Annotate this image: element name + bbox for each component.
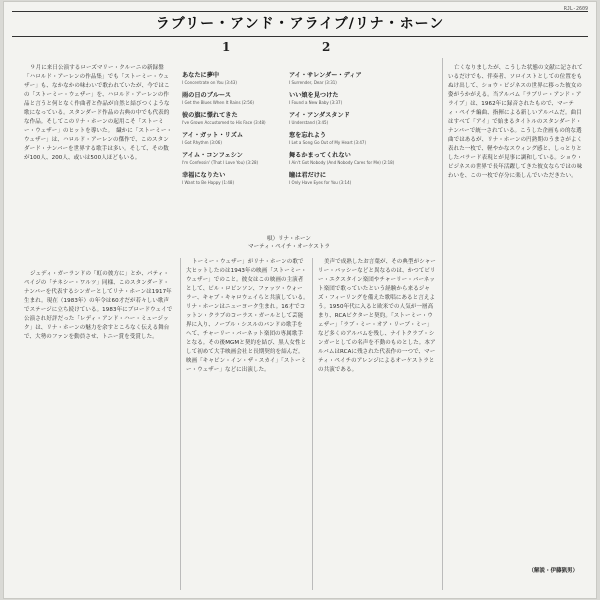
writer-signature: （解説・伊藤猟男）: [528, 568, 578, 574]
credit-line: 唄）リナ・ホーン: [267, 236, 311, 242]
liner-notes-column: [24, 270, 174, 580]
track-title-en: I'm Confessin' (That I Love You) (3:28): [182, 160, 259, 165]
track-title-en: I Concentrate on You (3:43): [182, 80, 237, 85]
credit-line: マーティ・ペイチ・オーケストラ: [248, 244, 330, 250]
side-2-tracklist: [289, 70, 409, 190]
body-text: トーミー・ウェザー」がリナ・ホーンの歌で大ヒットしたのは1943年の映画「ストーミー・ウェザー」でのこと。彼女はこの映画の主演者として、ビル・ロビンソン、ファッツ・ウォーラー、キャブ・キャロウェイらと共演している。 リナ・ホーンはニューヨーク生まれ。16才でコットン・クラブのコーラス・ガールとして芸能界に入り、ノーブル・シスルのバンドの歌手をへて、チャーリー・バーネット楽団の専属歌手となる。その後MGMと契約を結び、黒人女性として初めて大手映画会社と長期契約を結んだ。映画「キャビン・イン・ザ・スカイ」「ストーミー・ウェザー」などに出演した。: [186, 259, 312, 373]
track-item: [289, 150, 409, 165]
track-title-jp: 窓を忘れよう: [289, 132, 327, 139]
title-band: [12, 11, 588, 37]
track-title-jp: いい娘を見つけた: [289, 92, 339, 99]
track-title-jp: あなたに夢中: [182, 72, 220, 79]
track-title-en: I Only Have Eyes for You (3:14): [289, 180, 352, 185]
track-item: [289, 70, 409, 85]
track-item: [289, 110, 409, 125]
track-title-en: I Want to Be Happy (1:48): [182, 180, 235, 185]
track-title-jp: 幸福になりたい: [182, 172, 226, 179]
track-title-en: I Understand (3:45): [289, 120, 329, 125]
track-title-en: I Surrender, Dear (3:31): [289, 80, 337, 85]
side-1-tracklist: [182, 70, 282, 190]
track-title-en: I Let a Song Go Out of My Heart (3:47): [289, 140, 367, 145]
track-title-jp: 雨の日のブルース: [182, 92, 231, 99]
column-divider: [442, 58, 443, 590]
track-item: [182, 70, 282, 85]
liner-notes-column: [186, 258, 312, 588]
track-title-jp: アイ・ガット・リズム: [182, 132, 244, 139]
track-item: [289, 90, 409, 105]
track-title-jp: 舞るかまってくれない: [289, 152, 351, 159]
column-divider: [312, 258, 313, 590]
track-title-jp: アイ・アンダスタンド: [289, 112, 350, 119]
body-text: 美声で成熟したお言葉が、その典型がシャーリー・バッシーなどと異なるのは、かつてビリー・エクスタイン楽団やチャーリー・バーネット楽団で歌っていたという経験から来るジャズ・フィーリングを備えた歌唱にあると言えよう。1950年代に入ると欧米での人気が一層高まり、RCAビクターと契約。「ストーミー・ウェザー」「ラブ・ミー・オア・リーブ・ミー」など多くのアルバムを残し、ナイトクラブ・シンガーとしての名声を不動のものとした。本アルバムはRCAに残された代表作の一つで、マーティ・ペイチのアレンジによるオーケストラとの共演である。: [318, 259, 436, 373]
track-title-jp: アイ・サレンダー・ディア: [289, 72, 362, 79]
column-divider: [180, 258, 181, 590]
track-item: [289, 130, 409, 145]
album-title: ラブリー・アンド・アライブ/リナ・ホーン: [155, 16, 445, 32]
track-item: [182, 150, 282, 165]
liner-notes-column: [318, 258, 436, 588]
track-title-en: I Got Rhythm (3:06): [182, 140, 222, 145]
track-item: [182, 170, 282, 185]
track-item: [182, 90, 282, 105]
side-1-number: 1: [222, 40, 231, 54]
performer-credits: [214, 235, 364, 251]
body-text: ジュディ・ガーランドの「虹の彼方に」とか、パティ・ペイジの「テネシー・ワルツ」同様、このスタンダード・ナンバーを代表するシンガーとしてリナ・ホーンは1917年生まれ。現在（1983年）の年令は60才だが若々しい歌声でステージに立ち続けている。1983年にブロードウェイで公演され好評だった「レディ・アンド・ハー・ミュージック」は、リナ・ホーンの魅力を余すところなく伝える舞台で、大勢のファンを動員させ、トニー賞を受賞した。: [24, 271, 173, 340]
track-title-jp: アイム・コンフェシン: [182, 152, 243, 159]
body-text: ９月に来日公演するローズマリー・クルーニの新録盤「ハロルド・アーレンの作品集」でも「ストーミー・ウェザー」も、なかなかの味わいで歌われていたが、今ではこの「ストーミー・ウェザー」を、ハロルド・アーレンの作品と言うと何となく作曲者と作品が自然と結びつくような歌になっている。スタンダード作品の古典の中でも代表的な作品。そしてこのリナ・ホーンの起用こそ「ストーミー・ウェザー」のヒットを導いた。 繊かに「ストーミー・ウェザー」は、ハロルド・アーレンの傑作で、このスタンダード・ナンバーを世界する歌手は多い。そして、その数が100人、200人、或いは500人ほどもいる。: [24, 65, 173, 161]
track-item: [182, 110, 282, 125]
track-item: [182, 130, 282, 145]
liner-notes-column: [24, 64, 174, 264]
track-title-en: I Get the Blues When It Rains (2:56): [182, 100, 254, 105]
liner-notes-sheet: [4, 2, 596, 598]
track-title-en: I've Grown Accustomed to His Face (3:48): [182, 120, 266, 125]
liner-notes-column: [448, 64, 584, 564]
body-text: 亡くなりましたが、こうした状態の文献に記されているだけでも、伴奏者、ソロイストとしての位置をもぬけ出して、ショウ・ビジネスの世界に移った彼女の姿がうかがえる。当アルバム「ラブリー・アンド・アライブ」は、1962年に録音されたもので、マーティ・ペイチ編曲、指揮による新しいアルバムだ。曲目はすべて「アイ」で始まるタイトルのスタンダード・ナンバーで統一されている。こうした企画もの的な選曲ではあるが、リナ・ホーンの円熟期のうまさがよく表れた一枚で、軽やかなスウィング感と、しっとりとしたバラード表現とが見事に調和している。ショウ・ビジネスの世界で長年活躍してきた彼女ならではの味わいを、この一枚で存分に楽しんでいただきたい。: [448, 65, 583, 179]
track-title-jp: 彼の旗に憬れてきた: [182, 112, 238, 119]
track-item: [289, 170, 409, 185]
side-2-number: 2: [322, 40, 331, 54]
track-title-en: I Found a New Baby (3:37): [289, 100, 343, 105]
track-title-en: I Ain't Got Nobody (And Nobody Cares for Me) (2:18): [289, 160, 395, 165]
track-title-jp: 瞳は君だけに: [289, 172, 327, 179]
catalog-number: RJL-2609: [563, 6, 588, 12]
